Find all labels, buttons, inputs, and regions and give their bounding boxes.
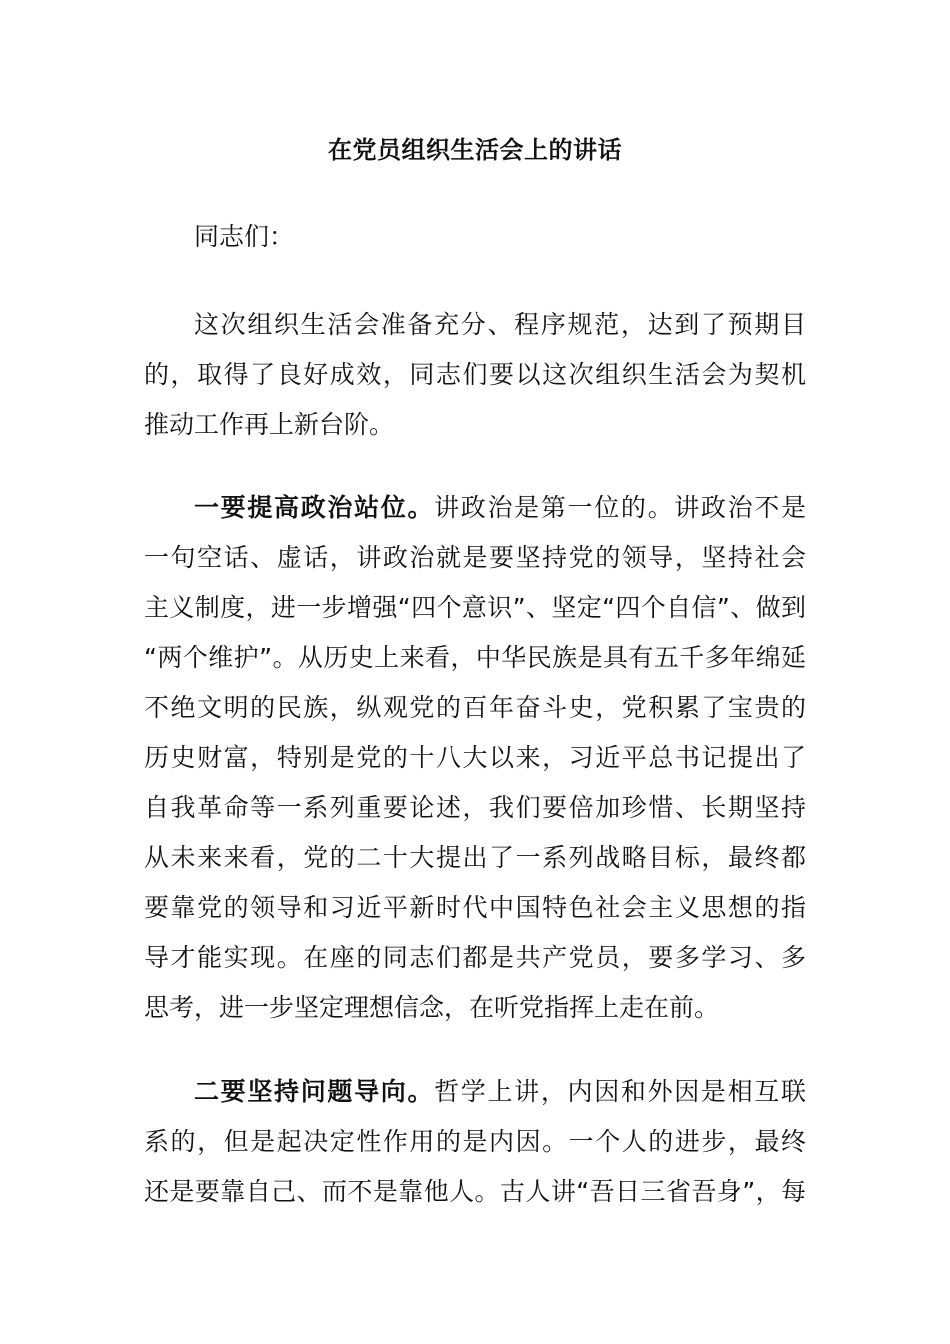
paragraph-line: 自我革命等一系列重要论述，我们要倍加珍惜、长期坚持	[144, 793, 806, 822]
paragraph-line: 一句空话、虚话，讲政治就是要坚持党的领导，坚持社会	[144, 543, 806, 572]
paragraph-problem-orientation	[144, 1067, 806, 1217]
paragraph-line: 要靠党的领导和习近平新时代中国特色社会主义思想的指	[144, 893, 806, 922]
paragraph-line-rest: 哲学上讲，内因和外因是相互联	[434, 1077, 806, 1106]
paragraph-lead-heading: 一要提高政治站位。	[194, 493, 435, 522]
paragraph-line: “两个维护”。从历史上来看，中华民族是具有五千多年绵延	[144, 643, 806, 672]
paragraph-line	[144, 483, 806, 533]
paragraph-line-rest: 讲政治是第一位的。讲政治不是	[434, 493, 806, 522]
paragraph-line: 这次组织生活会准备充分、程序规范，达到了预期目	[194, 310, 806, 339]
paragraph-line: 从未来来看，党的二十大提出了一系列战略目标，最终都	[144, 843, 806, 872]
paragraph-intro	[144, 300, 806, 450]
paragraph-line: 推动工作再上新台阶。	[144, 410, 395, 439]
salutation: 同志们：	[194, 222, 295, 251]
paragraph-line: 思考，进一步坚定理想信念，在听党指挥上走在前。	[144, 993, 720, 1022]
paragraph-line: 历史财富，特别是党的十八大以来，习近平总书记提出了	[144, 743, 806, 772]
paragraph-lead-heading: 二要坚持问题导向。	[194, 1077, 435, 1106]
paragraph-line: 的，取得了良好成效，同志们要以这次组织生活会为契机	[144, 360, 806, 389]
paragraph-line: 主义制度，进一步增强“四个意识”、坚定“四个自信”、做到	[144, 593, 806, 622]
paragraph-line: 系的，但是起决定性作用的是内因。一个人的进步，最终	[144, 1127, 806, 1156]
paragraph-line: 不绝文明的民族，纵观党的百年奋斗史，党积累了宝贵的	[144, 693, 806, 722]
paragraph-line: 还是要靠自己、而不是靠他人。古人讲“吾日三省吾身”，每	[144, 1177, 806, 1206]
paragraph-political-stance	[144, 483, 806, 1033]
paragraph-line: 导才能实现。在座的同志们都是共产党员，要多学习、多	[144, 943, 806, 972]
document-title: 在党员组织生活会上的讲话	[328, 136, 622, 164]
paragraph-line	[144, 1067, 806, 1117]
